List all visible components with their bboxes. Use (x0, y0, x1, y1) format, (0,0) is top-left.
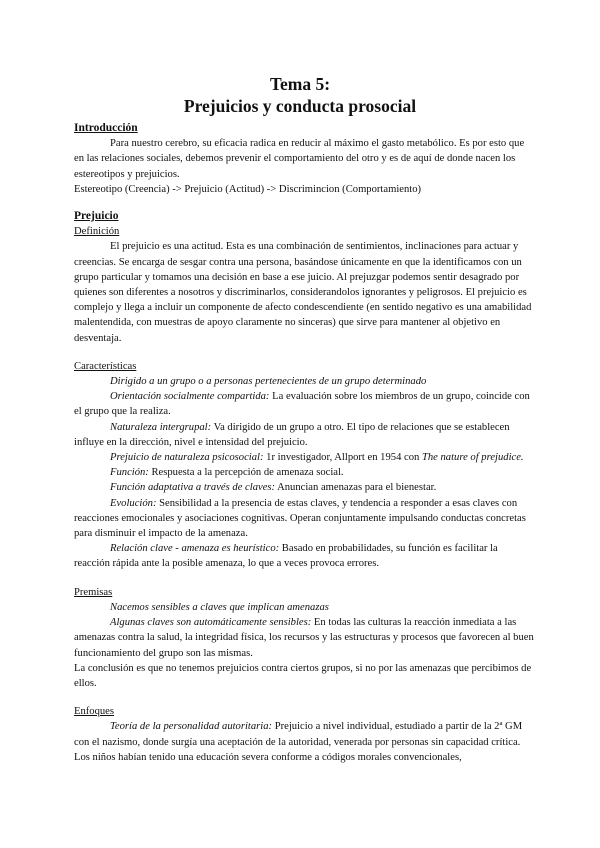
caracteristica-label: Función: (110, 467, 149, 479)
page-title: Tema 5: (269, 74, 331, 94)
caracteristica-label: Dirigido a un grupo o a personas pertenecientes de un grupo determinado (110, 376, 427, 388)
subheading-caracteristicas: Características (74, 360, 137, 372)
caracteristica-label: Función adaptativa a través de claves: (110, 482, 276, 494)
caracteristica-text: 1r investigador, Allport en 1954 con (263, 452, 422, 464)
section-heading-introduccion: Introducción (74, 122, 138, 134)
caracteristica-item (74, 374, 534, 389)
caracteristica-text: La evaluación sobre los miembros de un grupo, coincide con el grupo que la realiza. (74, 391, 530, 418)
caracteristica-text: Sensibilidad a la presencia de estas claves, y tendencia a responder a esas claves con reacciones emocionales y asociaciones cognitivas. Operan conjuntamente impulsando conductas concretas para disminuir el impacto de la amenaza. (74, 497, 526, 540)
book-title: The nature of prejudice. (421, 452, 524, 464)
premisa-item (74, 600, 534, 615)
caracteristica-text: Basado en probabilidades, su función es facilitar la reacción rápida ante la posible amenaza, lo que a veces provoca errores. (74, 543, 498, 570)
intro-chain: Estereotipo (Creencia) -> Prejuicio (Actitud) -> Discrimincion (Comportamiento) (74, 183, 422, 195)
intro-paragraph: Para nuestro cerebro, su eficacia radica en reducir al máximo el gasto metabólico. Es por esto que en las relaciones sociales, debemos prevenir el comportamiento del otro y es de aquí de donde nacen los estereotipos y prejuicios. (74, 138, 525, 180)
caracteristica-label: Relación clave - amenaza es heurístico: (110, 543, 280, 555)
caracteristica-item (74, 480, 534, 495)
caracteristica-item (74, 496, 534, 542)
caracteristica-label: Naturaleza intergrupal: (110, 421, 212, 433)
enfoque-text: Prejuicio a nivel individual, estudiado a partir de la 2ª GM con el nazismo, donde surgía una aceptación de la autoridad, venerada por personas sin capacidad crítica. Los niños habían tenido una educación severa conforme a códigos morales convencionales, (74, 721, 523, 763)
enfoque-label: Teoría de la personalidad autoritaria: (110, 721, 273, 733)
subheading-enfoques: Enfoques (74, 706, 115, 718)
caracteristica-text: Va dirigido de un grupo a otro. El tipo de relaciones que se establecen influye en la dirección, nivel e intensidad del prejuicio. (74, 421, 510, 448)
premisa-item (74, 615, 534, 661)
enfoque-item (74, 719, 534, 765)
caracteristica-label: Orientación socialmente compartida: (110, 391, 270, 403)
caracteristica-text: Respuesta a la percepción de amenaza social. (148, 467, 344, 479)
premisa-label: Algunas claves son automáticamente sensibles: (110, 617, 312, 629)
subheading-definicion: Definición (74, 226, 120, 238)
subheading-premisas: Premisas (74, 586, 113, 598)
premisa-text: En todas las culturas la reacción inmediata a las amenazas contra la salud, la integridad física, los recursos y las estructuras y procesos que favorecen al buen funcionamiento del grupo son las mismas. (74, 617, 534, 659)
caracteristica-item (74, 465, 534, 480)
caracteristica-text: Anuncian amenazas para el bienestar. (275, 482, 437, 494)
caracteristica-item (74, 420, 534, 450)
page-subtitle: Prejuicios y conducta prosocial (183, 96, 417, 116)
caracteristica-item (74, 450, 534, 465)
premisa-label: Nacemos sensibles a claves que implican amenazas (110, 601, 329, 613)
caracteristica-label: Prejuicio de naturaleza psicosocial: (110, 452, 264, 464)
section-heading-prejuicio: Prejuicio (74, 210, 119, 223)
caracteristica-label: Evolución: (110, 497, 157, 509)
definicion-paragraph: El prejuicio es una actitud. Esta es una combinación de sentimientos, inclinaciones para actuar y creencias. Se encarga de sesgar contra una persona, basándose únicamente en que la identificamos con un grupo particular y tomamos una decisión en base a ese juicio. Al prejuzgar podemos sentir desagrado por quienes son diferentes a nosotros y discriminarlos, considerandolos ignorantes y peligrosos. El prejuicio es complejo y llega a incluir un componente de afecto condescendiente (en sentido negativo es una amabilidad malentendida, con muestras de apoyo claramente no sinceras) que sirve para mantener al objetivo en desventaja. (74, 241, 532, 344)
premisas-conclusion: La conclusión es que no tenemos prejuicios contra ciertos grupos, si no por las amenazas que percibimos de ellos. (74, 662, 532, 689)
caracteristica-item (74, 541, 534, 571)
document-body (74, 121, 534, 765)
caracteristica-item (74, 389, 534, 419)
